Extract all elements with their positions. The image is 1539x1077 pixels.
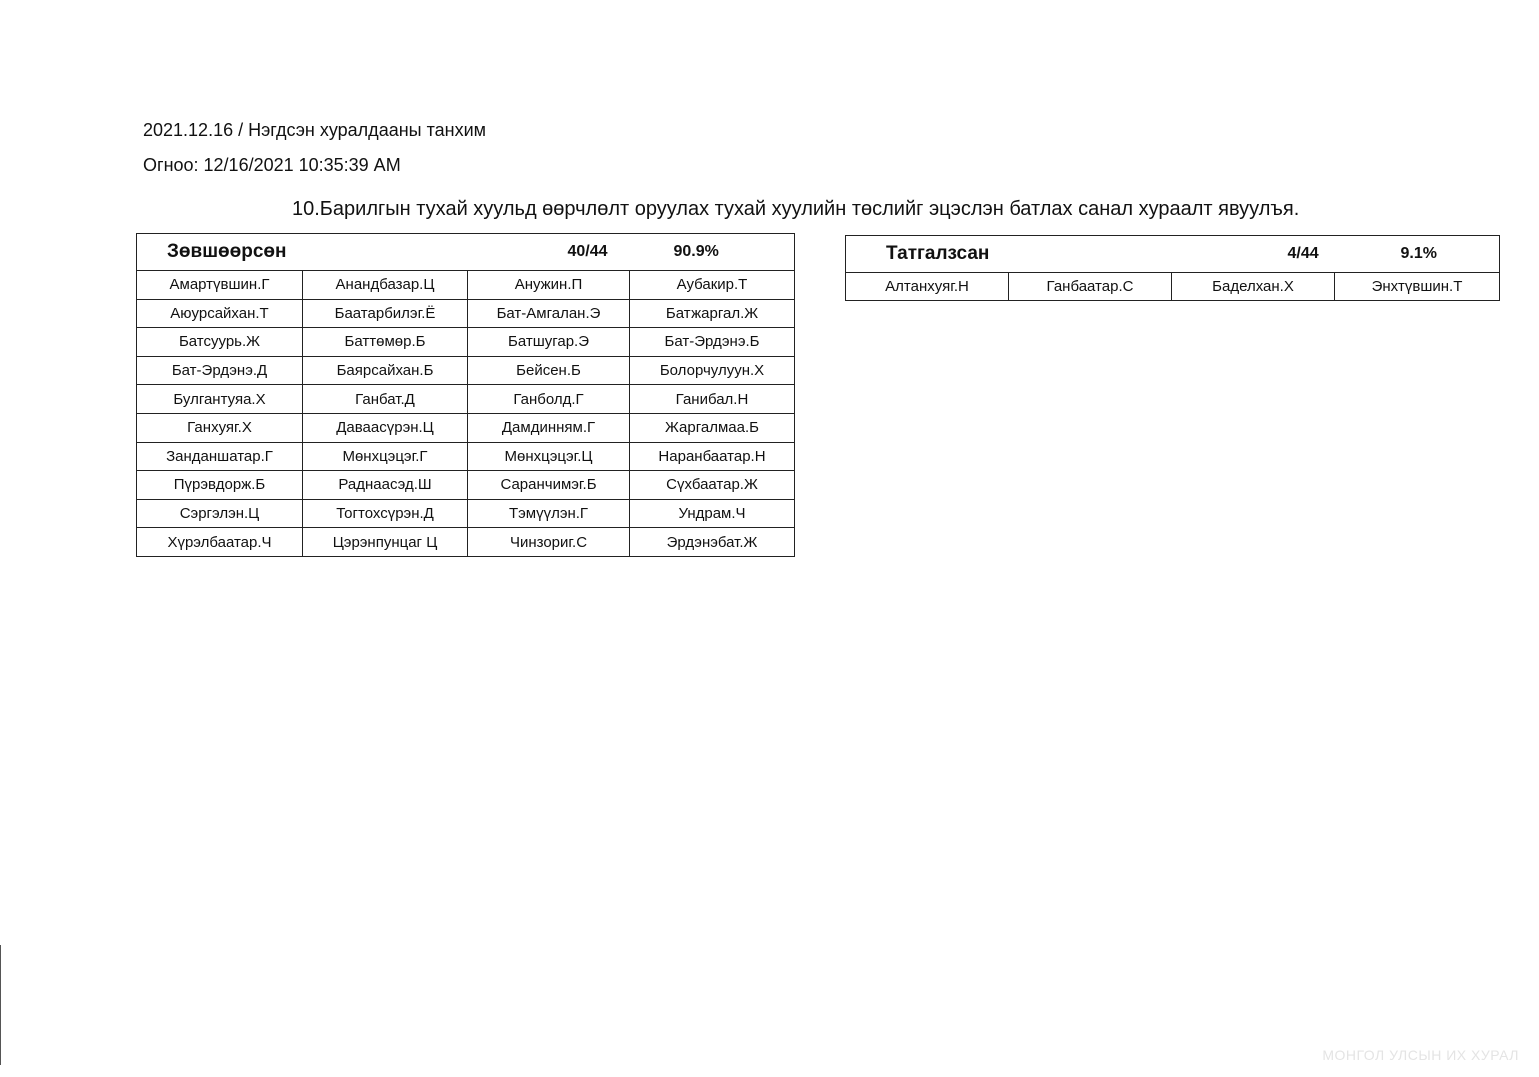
member-name: Булгантуяа.Х xyxy=(137,385,303,414)
member-name: Амартүвшин.Г xyxy=(137,271,303,300)
table-row xyxy=(137,271,795,300)
member-name: Аубакир.Т xyxy=(630,271,795,300)
member-name: Батжаргал.Ж xyxy=(630,299,795,328)
member-name: Энхтүвшин.Т xyxy=(1335,273,1500,301)
table-row xyxy=(137,413,795,442)
reject-header-row xyxy=(846,236,1500,273)
reject-table xyxy=(845,235,1500,301)
session-date-room: 2021.12.16 / Нэгдсэн хуралдааны танхим xyxy=(143,120,487,140)
approve-count: 40/44 xyxy=(468,234,630,271)
member-name: Ганболд.Г xyxy=(468,385,630,414)
member-name: Аюурсайхан.Т xyxy=(137,299,303,328)
member-name: Бат-Эрдэнэ.Б xyxy=(630,328,795,357)
table-row xyxy=(137,356,795,385)
table-row xyxy=(137,499,795,528)
member-name: Бейсен.Б xyxy=(468,356,630,385)
reject-title: Татгалзсан xyxy=(846,236,1172,273)
table-row xyxy=(846,273,1500,301)
reject-percent: 9.1% xyxy=(1335,236,1500,273)
member-name: Пүрэвдорж.Б xyxy=(137,471,303,500)
member-name: Занданшатар.Г xyxy=(137,442,303,471)
watermark: МОНГОЛ УЛСЫН ИХ ХУРАЛ xyxy=(1322,1047,1519,1063)
table-row xyxy=(137,385,795,414)
member-name: Ундрам.Ч xyxy=(630,499,795,528)
member-name: Баттөмөр.Б xyxy=(303,328,468,357)
member-name: Бат-Амгалан.Э xyxy=(468,299,630,328)
member-name: Дамдинням.Г xyxy=(468,413,630,442)
member-name: Тогтохсүрэн.Д xyxy=(303,499,468,528)
member-name: Анужин.П xyxy=(468,271,630,300)
member-name: Баатарбилэг.Ё xyxy=(303,299,468,328)
table-row xyxy=(137,528,795,557)
member-name: Анандбазар.Ц xyxy=(303,271,468,300)
vote-timestamp: Огноо: 12/16/2021 10:35:39 AM xyxy=(143,155,401,175)
member-name: Сүхбаатар.Ж xyxy=(630,471,795,500)
scan-margin-line xyxy=(0,945,1,1065)
member-name: Мөнхцэцэг.Ц xyxy=(468,442,630,471)
member-name: Сэргэлэн.Ц xyxy=(137,499,303,528)
approve-header-row xyxy=(137,234,795,271)
member-name: Мөнхцэцэг.Г xyxy=(303,442,468,471)
member-name: Жаргалмаа.Б xyxy=(630,413,795,442)
table-row xyxy=(137,442,795,471)
member-name: Болорчулуун.Х xyxy=(630,356,795,385)
member-name: Цэрэнпунцаг Ц xyxy=(303,528,468,557)
member-name: Ганхуяг.Х xyxy=(137,413,303,442)
member-name: Алтанхуяг.Н xyxy=(846,273,1009,301)
member-name: Тэмүүлэн.Г xyxy=(468,499,630,528)
member-name: Батсуурь.Ж xyxy=(137,328,303,357)
member-name: Баярсайхан.Б xyxy=(303,356,468,385)
approve-table xyxy=(136,233,795,557)
member-name: Саранчимэг.Б xyxy=(468,471,630,500)
table-row xyxy=(137,328,795,357)
reject-count: 4/44 xyxy=(1172,236,1335,273)
member-name: Ганбаатар.С xyxy=(1009,273,1172,301)
member-name: Ганибал.Н xyxy=(630,385,795,414)
motion-title: 10.Барилгын тухай хуульд өөрчлөлт оруулах тухай хуулийн төслийг эцэслэн батлах санал хураалт явуулъя. xyxy=(292,198,1300,220)
member-name: Бат-Эрдэнэ.Д xyxy=(137,356,303,385)
member-name: Эрдэнэбат.Ж xyxy=(630,528,795,557)
member-name: Ганбат.Д xyxy=(303,385,468,414)
member-name: Батшугар.Э xyxy=(468,328,630,357)
member-name: Чинзориг.С xyxy=(468,528,630,557)
member-name: Раднаасэд.Ш xyxy=(303,471,468,500)
approve-percent: 90.9% xyxy=(630,234,795,271)
member-name: Баделхан.Х xyxy=(1172,273,1335,301)
member-name: Даваасүрэн.Ц xyxy=(303,413,468,442)
member-name: Хүрэлбаатар.Ч xyxy=(137,528,303,557)
table-row xyxy=(137,299,795,328)
approve-title: Зөвшөөрсөн xyxy=(137,234,468,271)
table-row xyxy=(137,471,795,500)
member-name: Наранбаатар.Н xyxy=(630,442,795,471)
